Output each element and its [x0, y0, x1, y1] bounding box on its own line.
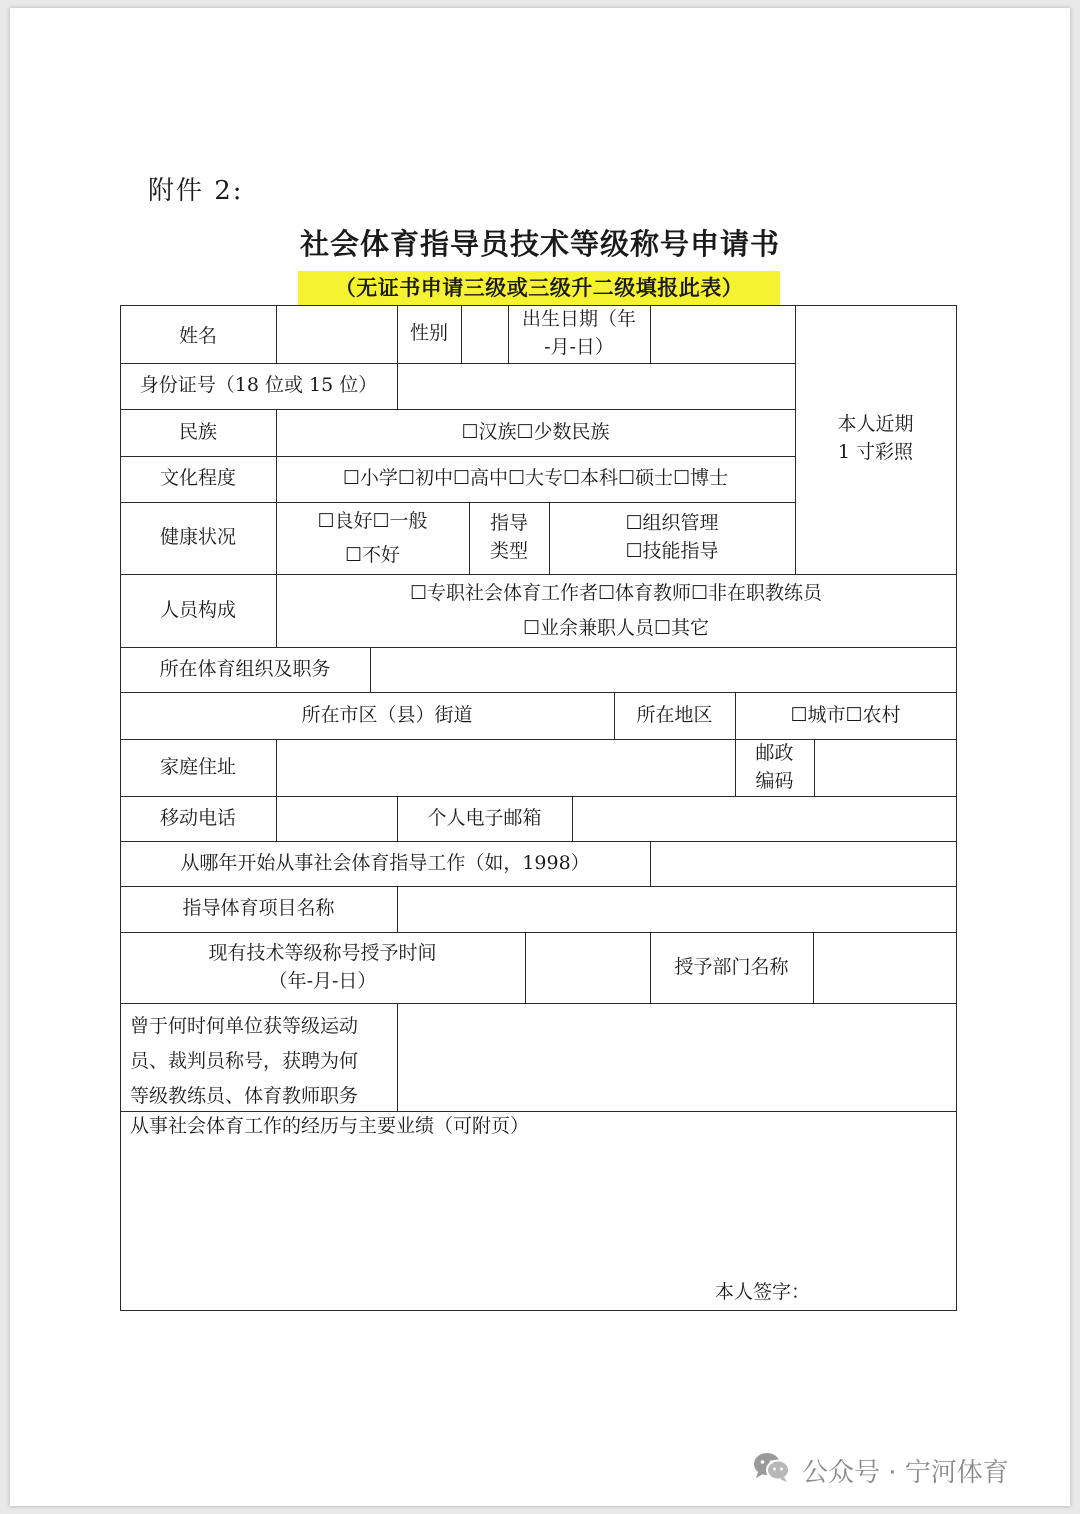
experience-area[interactable]	[120, 1111, 956, 1310]
address-label: 家庭住址	[159, 755, 236, 778]
email-input-cell[interactable]	[572, 796, 956, 841]
ethnicity-label: 民族	[178, 420, 217, 443]
name-label: 姓名	[178, 325, 217, 348]
organization-input-cell[interactable]	[370, 647, 956, 692]
ethnicity-options[interactable]: ☐汉族☐少数民族	[461, 420, 610, 443]
sport-item-input-cell[interactable]	[397, 886, 956, 932]
guide-type-label: 指导 类型	[489, 512, 528, 562]
history-label: 曾于何时何单位获等级运动 员、裁判员称号，获聘为何 等级教练员、体育教师职务	[130, 1015, 359, 1107]
region-options[interactable]: ☐城市☐农村	[790, 703, 901, 726]
education-label: 文化程度	[159, 467, 236, 490]
guide-type-options[interactable]: ☐组织管理 ☐技能指导	[625, 512, 719, 562]
photo-cell[interactable]: 本人近期 1 寸彩照	[837, 413, 914, 463]
address-input-cell[interactable]	[276, 739, 735, 796]
id-number-input-cell[interactable]	[397, 363, 795, 409]
form-title: 社会体育指导员技术等级称号申请书	[299, 227, 780, 261]
name-input-cell[interactable]	[276, 305, 397, 363]
grant-time-input-cell[interactable]	[525, 932, 650, 1003]
start-year-input-cell[interactable]	[650, 841, 956, 886]
grant-dept-input-cell[interactable]	[813, 932, 956, 1003]
street-label: 所在市区（县）街道	[301, 703, 473, 726]
personnel-options[interactable]: ☐专职社会体育工作者☐体育教师☐非在职教练员 ☐业余兼职人员☐其它	[409, 581, 823, 639]
attachment-label: 附件 2:	[148, 176, 244, 206]
email-label: 个人电子邮箱	[427, 806, 542, 829]
watermark-text: 公众号 · 宁河体育	[802, 1457, 1009, 1488]
form-subtitle: （无证书申请三级或三级升二级填报此表）	[298, 271, 780, 305]
history-input-cell[interactable]	[397, 1003, 956, 1111]
signature-label: 本人签字：	[715, 1281, 811, 1304]
organization-label: 所在体育组织及职务	[159, 657, 331, 680]
gender-input-cell[interactable]	[461, 305, 508, 363]
personnel-label: 人员构成	[159, 598, 236, 621]
sport-item-label: 指导体育项目名称	[182, 897, 335, 920]
grant-dept-label: 授予部门名称	[674, 955, 789, 978]
education-options[interactable]: ☐小学☐初中☐高中☐大专☐本科☐硕士☐博士	[342, 467, 729, 490]
postal-code-input-cell[interactable]	[814, 739, 956, 796]
health-label: 健康状况	[159, 526, 236, 549]
birth-date-label: 出生日期（年 -月-日）	[521, 308, 636, 358]
id-number-label: 身份证号（18 位或 15 位）	[139, 374, 378, 397]
postal-code-label: 邮政 编码	[755, 741, 794, 792]
start-year-label: 从哪年开始从事社会体育指导工作（如，1998）	[180, 851, 590, 874]
birth-date-input-cell[interactable]	[650, 305, 795, 363]
gender-label: 性别	[409, 322, 448, 345]
mobile-input-cell[interactable]	[276, 796, 397, 841]
mobile-label: 移动电话	[159, 806, 236, 829]
health-options[interactable]: ☐良好☐一般 ☐不好	[317, 510, 428, 566]
region-label: 所在地区	[636, 703, 713, 726]
watermark	[752, 1450, 1009, 1490]
experience-label: 从事社会体育工作的经历与主要业绩（可附页）	[130, 1115, 530, 1137]
wechat-icon	[752, 1450, 792, 1491]
grant-time-label: 现有技术等级称号授予时间 （年-月-日）	[208, 941, 437, 992]
